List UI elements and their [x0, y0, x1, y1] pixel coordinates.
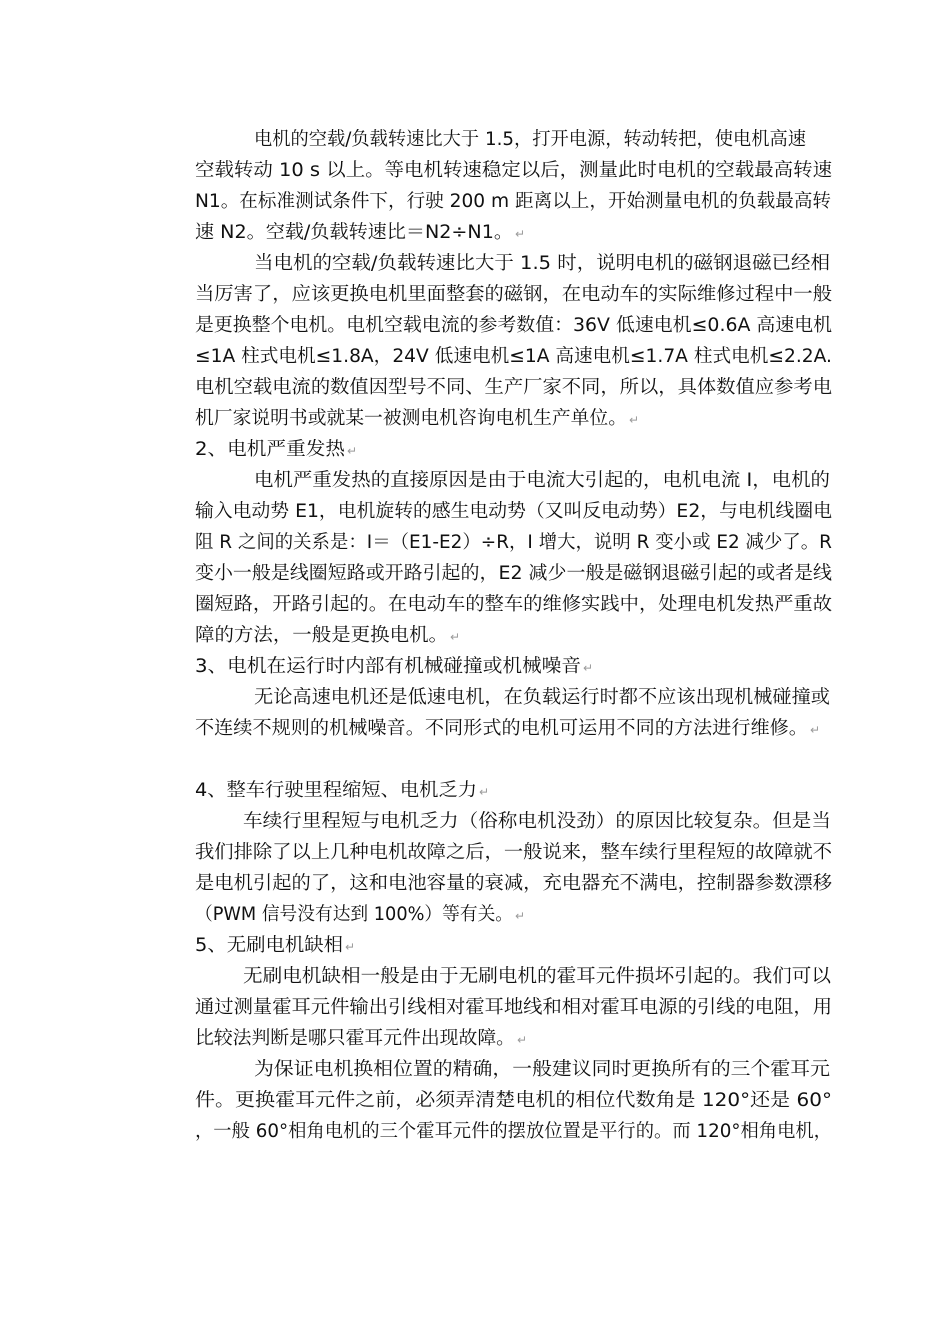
- text-line-content: 当电机的空载/负载转速比大于 1.5 时，说明电机的磁钢退磁已经相: [254, 253, 831, 274]
- text-line-content: 电机空载电流的数值因型号不同、生产厂家不同，所以，具体数值应参考电: [195, 377, 833, 398]
- text-line: [195, 376, 833, 400]
- text-line-content: 当厉害了，应该更换电机里面整套的磁钢，在电动车的实际维修过程中一般: [195, 284, 833, 305]
- text-line: [243, 965, 831, 989]
- text-line-content: 是更换整个电机。电机空载电流的参考数值：36V 低速电机≤0.6A 高速电机: [195, 315, 833, 336]
- text-line-content: 障的方法，一般是更换电机。: [195, 625, 448, 646]
- paragraph-mark-icon: ↵: [514, 909, 526, 923]
- text-line: [195, 624, 460, 649]
- text-line: [195, 500, 833, 524]
- paragraph-mark-icon: ↵: [346, 444, 358, 458]
- text-line-content: 电机的空载/负载转速比大于 1.5，打开电源，转动转把，使电机高速: [254, 129, 806, 150]
- text-line: [254, 469, 831, 493]
- text-line: [195, 779, 489, 804]
- text-line-content: 我们排除了以上几种电机故障之后，一般说来，整车续行里程短的故障就不: [195, 842, 833, 863]
- text-line-content: 2、电机严重发热: [195, 439, 345, 460]
- text-line: [195, 314, 833, 338]
- paragraph-mark-icon: ↵: [478, 785, 490, 799]
- text-line-content: 3、电机在运行时内部有机械碰撞或机械噪音: [195, 656, 581, 677]
- text-line-content: 输入电动势 E1，电机旋转的感生电动势（又叫反电动势）E2，与电机线圈电: [195, 501, 833, 522]
- text-line: [195, 1089, 833, 1113]
- text-line: [195, 562, 833, 586]
- paragraph-mark-icon: ↵: [629, 413, 640, 427]
- text-line: [195, 531, 835, 555]
- text-line: [195, 655, 593, 680]
- paragraph-mark-icon: ↵: [450, 630, 461, 644]
- text-line: [195, 345, 832, 369]
- paragraph-mark-icon: ↵: [344, 940, 356, 954]
- text-line-content: 不连续不规则的机械噪音。不同形式的电机可运用不同的方法进行维修。: [195, 718, 808, 739]
- text-line-content: 车续行里程短与电机乏力（俗称电机没劲）的原因比较复杂。但是当: [243, 811, 831, 832]
- text-line: [195, 1120, 839, 1144]
- text-line-content: 阻 R 之间的关系是：I＝（E1-E2）÷R，I 增大，说明 R 变小或 E2 减少了。R: [195, 532, 832, 553]
- text-line: [195, 159, 833, 183]
- text-line: [195, 872, 833, 896]
- text-line: [195, 934, 355, 959]
- text-line: [195, 717, 820, 742]
- paragraph-mark-icon: ↵: [517, 1033, 528, 1047]
- text-line: [254, 128, 814, 152]
- text-line: [195, 221, 525, 246]
- text-line: [195, 283, 833, 307]
- text-line-content: 4、整车行驶里程缩短、电机乏力: [195, 780, 477, 801]
- text-line-content: 无论高速电机还是低速电机，在负载运行时都不应该出现机械碰撞或: [254, 687, 830, 708]
- text-line: [254, 1058, 831, 1082]
- text-line: [254, 252, 831, 276]
- text-line: [195, 1027, 527, 1052]
- text-line-content: ≤1A 柱式电机≤1.8A，24V 低速电机≤1A 高速电机≤1.7A 柱式电机≤2.2A.: [195, 346, 832, 367]
- text-line: [195, 903, 525, 928]
- text-line-content: 通过测量霍耳元件输出引线相对霍耳地线和相对霍耳电源的引线的电阻，用: [195, 997, 833, 1018]
- text-line-content: 变小一般是线圈短路或开路引起的，E2 减少一般是磁钢退磁引起的或者是线: [195, 563, 833, 584]
- paragraph-mark-icon: ↵: [514, 227, 526, 241]
- text-line-content: 无刷电机缺相一般是由于无刷电机的霍耳元件损坏引起的。我们可以: [243, 966, 831, 987]
- text-line-content: 空载转动 10 s 以上。等电机转速稳定以后，测量此时电机的空载最高转速: [195, 160, 833, 181]
- text-line: [243, 810, 831, 834]
- text-line: [195, 190, 832, 214]
- text-line-content: N1。在标准测试条件下，行驶 200 m 距离以上，开始测量电机的负载最高转: [195, 191, 832, 212]
- text-line-content: 是电机引起的了，这和电池容量的衰减，充电器充不满电，控制器参数漂移: [195, 873, 833, 894]
- text-line-content: 为保证电机换相位置的精确，一般建议同时更换所有的三个霍耳元: [254, 1059, 831, 1080]
- text-line: [195, 438, 357, 463]
- text-line: [254, 686, 830, 710]
- text-line: [195, 593, 833, 617]
- text-line: [195, 996, 833, 1020]
- text-line-content: 圈短路，开路引起的。在电动车的整车的维修实践中，处理电机发热严重故: [195, 594, 833, 615]
- text-line-content: 比较法判断是哪只霍耳元件出现故障。: [195, 1028, 515, 1049]
- text-line-content: ，一般 60°相角电机的三个霍耳元件的摆放位置是平行的。而 120°相角电机，: [195, 1121, 832, 1142]
- text-line-content: 电机严重发热的直接原因是由于电流大引起的，电机电流 I，电机的: [254, 470, 831, 491]
- text-line-content: 件。更换霍耳元件之前，必须弄清楚电机的相位代数角是 120°还是 60°: [195, 1090, 833, 1111]
- text-line-content: 5、无刷电机缺相: [195, 935, 344, 956]
- text-line-content: 速 N2。空载/负载转速比＝N2÷N1。: [195, 222, 513, 243]
- paragraph-mark-icon: ↵: [582, 661, 594, 675]
- paragraph-mark-icon: ↵: [810, 723, 821, 737]
- text-line-content: （PWM 信号没有达到 100%）等有关。: [195, 904, 514, 925]
- text-line: [195, 407, 639, 432]
- text-line-content: 机厂家说明书或就某一被测电机咨询电机生产单位。: [195, 408, 627, 429]
- text-line: [195, 841, 833, 865]
